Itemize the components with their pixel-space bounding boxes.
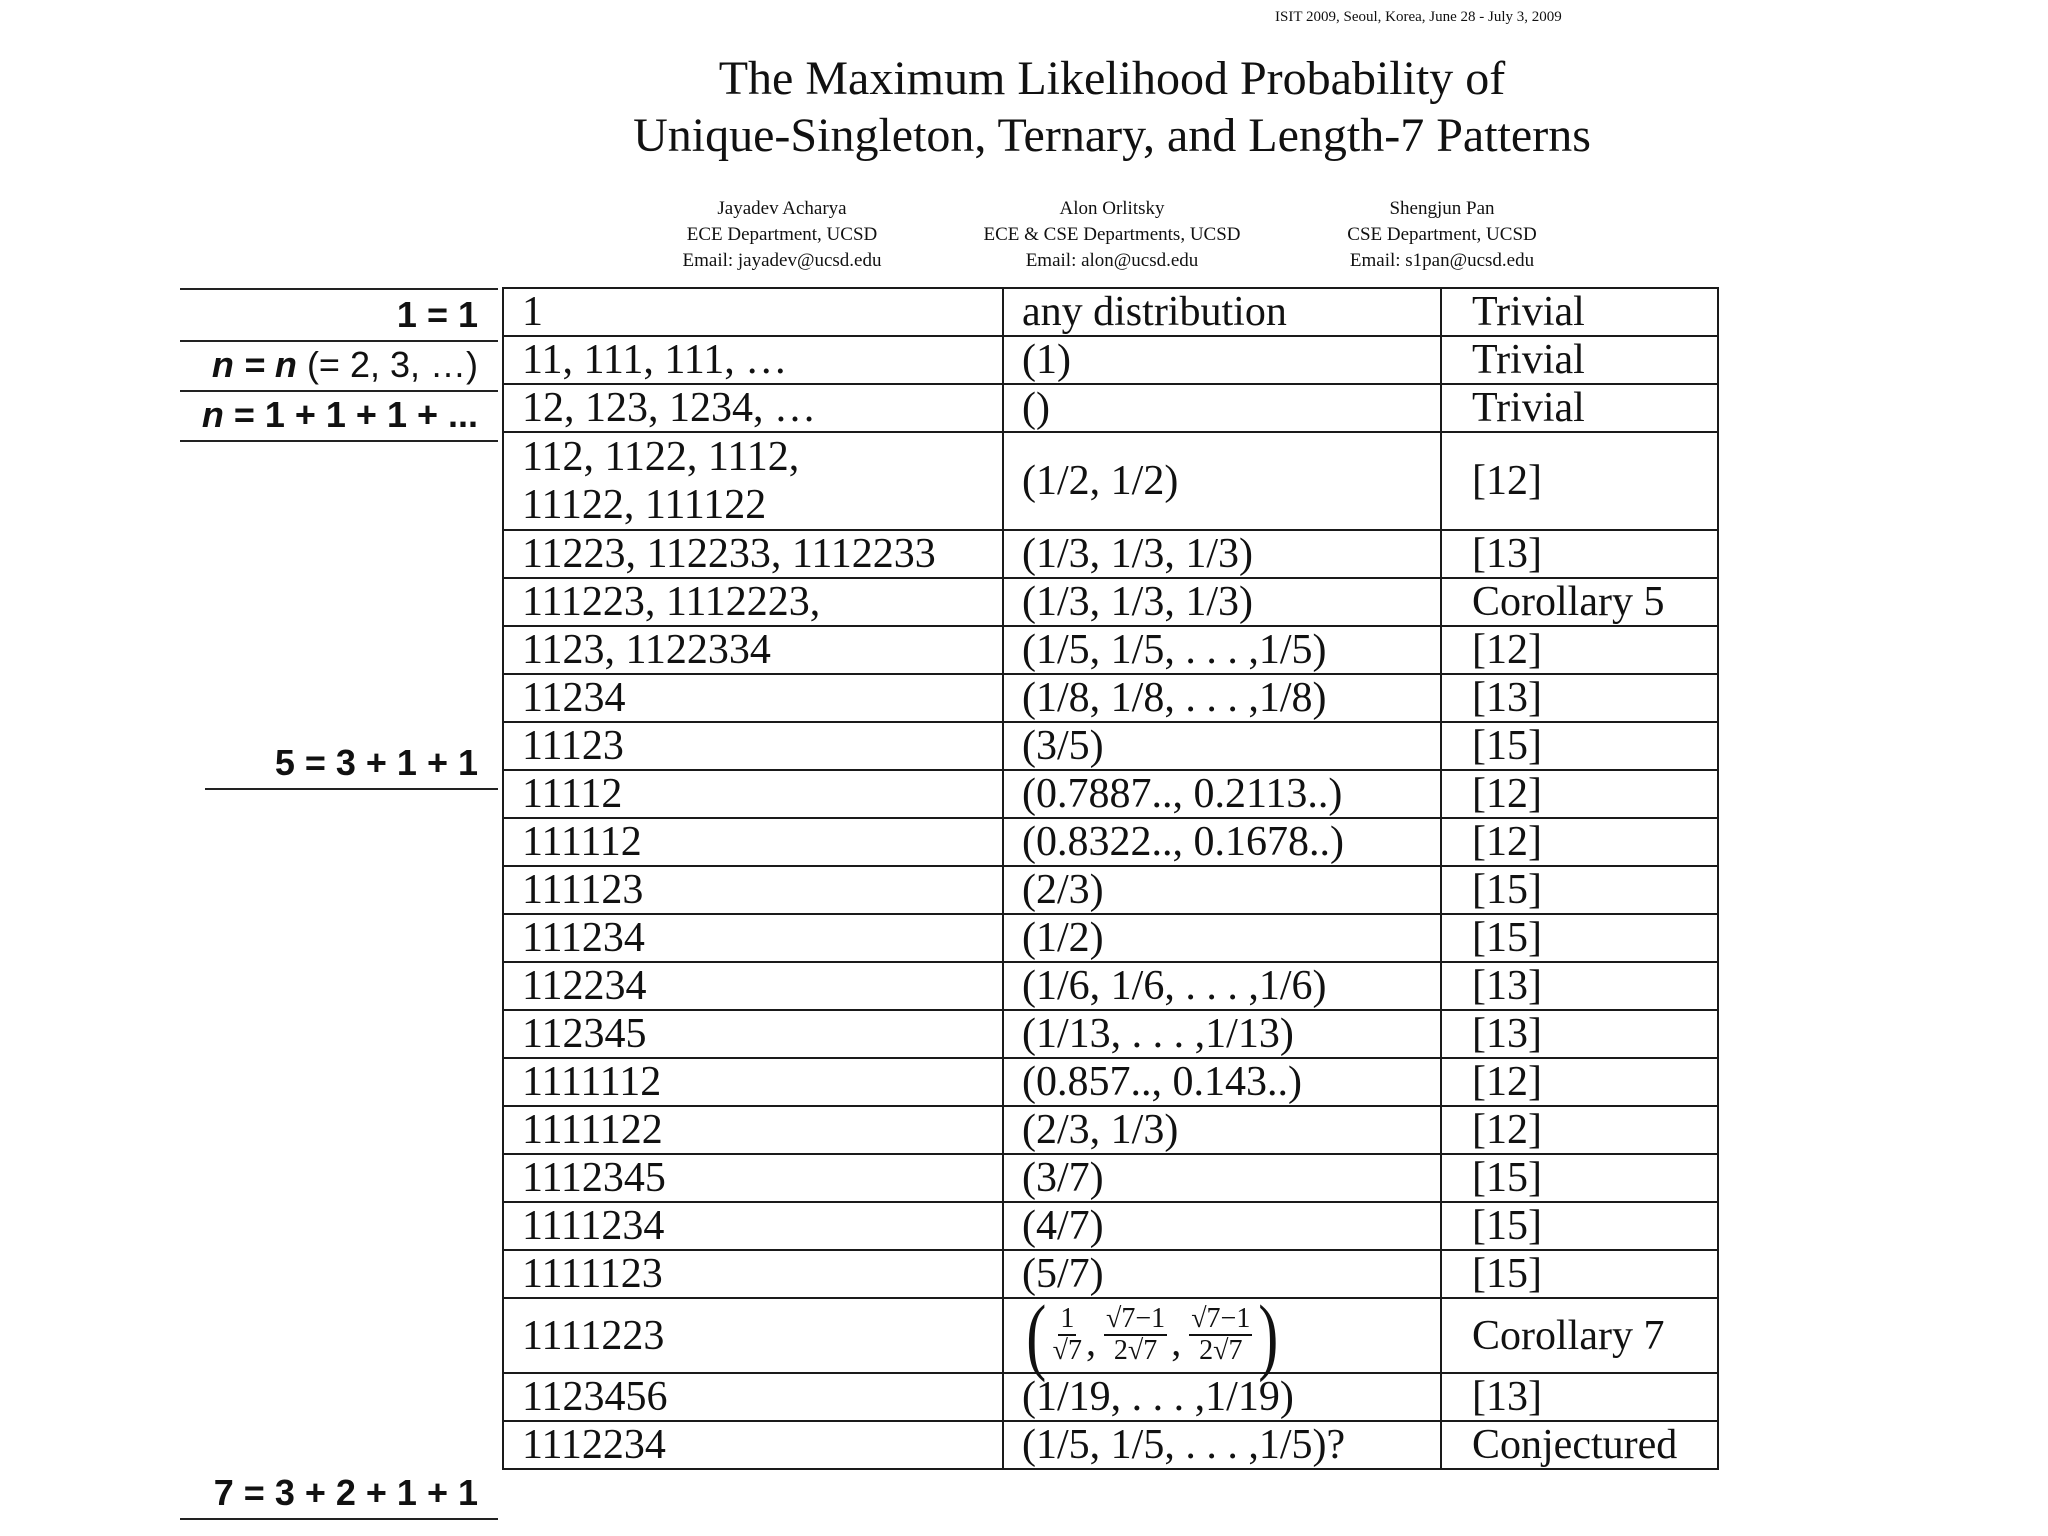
distribution-cell: (1/3, 1/3, 1/3) bbox=[1003, 578, 1441, 626]
table-row bbox=[503, 1298, 1718, 1373]
distribution-cell: (1/5, 1/5, . . . ,1/5)? bbox=[1003, 1421, 1441, 1469]
table-row bbox=[503, 962, 1718, 1010]
reference-cell: [15] bbox=[1441, 1202, 1718, 1250]
pattern-cell: 1111122 bbox=[503, 1106, 1003, 1154]
fraction-1: 1 √7 bbox=[1052, 1303, 1083, 1366]
distribution-cell: (1/5, 1/5, . . . ,1/5) bbox=[1003, 626, 1441, 674]
pattern-cell: 1111112 bbox=[503, 1058, 1003, 1106]
table-row bbox=[503, 1106, 1718, 1154]
distribution-cell: (1/2, 1/2) bbox=[1003, 432, 1441, 530]
fraction-2: √7−1 2√7 bbox=[1106, 1303, 1166, 1366]
pattern-cell: 112234 bbox=[503, 962, 1003, 1010]
group-label-5: 7 = 3 + 2 + 1 + 1 bbox=[180, 1468, 498, 1520]
reference-cell: [15] bbox=[1441, 866, 1718, 914]
reference-cell: Conjectured bbox=[1441, 1421, 1718, 1469]
reference-cell: [12] bbox=[1441, 1106, 1718, 1154]
table-row bbox=[503, 818, 1718, 866]
patterns-table bbox=[502, 287, 1719, 1470]
table-row bbox=[503, 336, 1718, 384]
reference-cell: [13] bbox=[1441, 1010, 1718, 1058]
pattern-line-1: 112, 1122, 1112, bbox=[522, 434, 800, 480]
reference-cell: [15] bbox=[1441, 914, 1718, 962]
table-row bbox=[503, 626, 1718, 674]
table-row bbox=[503, 384, 1718, 432]
table-row bbox=[503, 914, 1718, 962]
pattern-cell bbox=[503, 432, 1003, 530]
table-row bbox=[503, 288, 1718, 336]
reference-cell: [13] bbox=[1441, 1373, 1718, 1421]
distribution-cell: (3/7) bbox=[1003, 1154, 1441, 1202]
pattern-cell: 11123 bbox=[503, 722, 1003, 770]
pattern-line-2: 11122, 111122 bbox=[522, 482, 767, 528]
pattern-cell: 1111223 bbox=[503, 1298, 1003, 1373]
table-row bbox=[503, 578, 1718, 626]
pattern-cell: 11112 bbox=[503, 770, 1003, 818]
group-label-1: 1 = 1 bbox=[180, 290, 498, 342]
table-row bbox=[503, 674, 1718, 722]
table-row bbox=[503, 1010, 1718, 1058]
reference-cell: Corollary 5 bbox=[1441, 578, 1718, 626]
reference-cell: [12] bbox=[1441, 626, 1718, 674]
pattern-cell: 111234 bbox=[503, 914, 1003, 962]
pattern-cell: 11223, 112233, 1112233 bbox=[503, 530, 1003, 578]
pattern-cell: 1111234 bbox=[503, 1202, 1003, 1250]
author-name: Jayadev Acharya bbox=[717, 198, 847, 219]
reference-cell: [13] bbox=[1441, 674, 1718, 722]
distribution-cell bbox=[1003, 1287, 1441, 1383]
distribution-cell: (1) bbox=[1003, 336, 1441, 384]
distribution-cell: (0.8322.., 0.1678..) bbox=[1003, 818, 1441, 866]
pattern-cell: 1123, 1122334 bbox=[503, 626, 1003, 674]
distribution-cell: (1/8, 1/8, . . . ,1/8) bbox=[1003, 674, 1441, 722]
distribution-cell: (2/3) bbox=[1003, 866, 1441, 914]
distribution-cell: (3/5) bbox=[1003, 722, 1441, 770]
distribution-cell: (1/19, . . . ,1/19) bbox=[1003, 1373, 1441, 1421]
pattern-cell: 1 bbox=[503, 288, 1003, 336]
pattern-cell: 1123456 bbox=[503, 1373, 1003, 1421]
distribution-cell: (0.7887.., 0.2113..) bbox=[1003, 770, 1441, 818]
conference-header: ISIT 2009, Seoul, Korea, June 28 - July 3, 2009 bbox=[1275, 9, 1562, 25]
reference-cell: [15] bbox=[1441, 722, 1718, 770]
author-email: Email: s1pan@ucsd.edu bbox=[1349, 250, 1535, 271]
distribution-cell: (5/7) bbox=[1003, 1250, 1441, 1298]
author-name: Shengjun Pan bbox=[1389, 198, 1495, 219]
paper-title bbox=[0, 50, 2048, 164]
author-email: Email: jayadev@ucsd.edu bbox=[682, 250, 882, 271]
pattern-cell: 1111123 bbox=[503, 1250, 1003, 1298]
author-2 bbox=[932, 196, 1292, 274]
fraction-3: √7−1 2√7 bbox=[1191, 1303, 1251, 1366]
distribution-cell: () bbox=[1003, 384, 1441, 432]
reference-cell: Trivial bbox=[1441, 288, 1718, 336]
reference-cell: [12] bbox=[1441, 432, 1718, 530]
reference-cell: [13] bbox=[1441, 530, 1718, 578]
reference-cell: [12] bbox=[1441, 818, 1718, 866]
pattern-cell: 1112345 bbox=[503, 1154, 1003, 1202]
table-row bbox=[503, 432, 1718, 530]
author-dept: ECE Department, UCSD bbox=[686, 224, 878, 245]
author-dept: ECE & CSE Departments, UCSD bbox=[983, 224, 1241, 245]
table-row bbox=[503, 530, 1718, 578]
pattern-cell: 112345 bbox=[503, 1010, 1003, 1058]
table-row bbox=[503, 866, 1718, 914]
distribution-cell: any distribution bbox=[1003, 288, 1441, 336]
title-line-1: The Maximum Likelihood Probability of bbox=[718, 52, 1506, 105]
pattern-cell: 11234 bbox=[503, 674, 1003, 722]
pattern-cell: 111223, 1112223, bbox=[503, 578, 1003, 626]
group-label-4: 5 = 3 + 1 + 1 bbox=[205, 738, 498, 790]
author-dept: CSE Department, UCSD bbox=[1347, 224, 1537, 245]
title-line-2: Unique-Singleton, Ternary, and Length-7 Patterns bbox=[633, 109, 1591, 162]
reference-cell: [13] bbox=[1441, 962, 1718, 1010]
distribution-cell: (1/3, 1/3, 1/3) bbox=[1003, 530, 1441, 578]
pattern-cell: 1112234 bbox=[503, 1421, 1003, 1469]
author-3 bbox=[1262, 196, 1622, 274]
fraction-expression: ( 1 √7 , √7−1 2√7 , √7−1 2√7 ) bbox=[1026, 1287, 1279, 1383]
group-label-3-text: = 1 + 1 + 1 + ... bbox=[223, 394, 478, 435]
table-row bbox=[503, 1202, 1718, 1250]
distribution-cell: (0.857.., 0.143..) bbox=[1003, 1058, 1441, 1106]
table-row bbox=[503, 1421, 1718, 1469]
table-row bbox=[503, 770, 1718, 818]
distribution-cell: (2/3, 1/3) bbox=[1003, 1106, 1441, 1154]
group-label-2-range: (= 2, 3, …) bbox=[306, 344, 478, 385]
author-email: Email: alon@ucsd.edu bbox=[1025, 250, 1199, 271]
distribution-cell: (1/13, . . . ,1/13) bbox=[1003, 1010, 1441, 1058]
distribution-cell: (4/7) bbox=[1003, 1202, 1441, 1250]
pattern-cell: 111112 bbox=[503, 818, 1003, 866]
table-row bbox=[503, 1058, 1718, 1106]
table-row bbox=[503, 722, 1718, 770]
distribution-cell: (1/2) bbox=[1003, 914, 1441, 962]
reference-cell: Trivial bbox=[1441, 336, 1718, 384]
reference-cell: Corollary 7 bbox=[1441, 1298, 1718, 1373]
reference-cell: [15] bbox=[1441, 1154, 1718, 1202]
distribution-cell: (1/6, 1/6, . . . ,1/6) bbox=[1003, 962, 1441, 1010]
pattern-cell: 111123 bbox=[503, 866, 1003, 914]
group-label-2-eq: n = n bbox=[211, 344, 297, 385]
table-row bbox=[503, 1154, 1718, 1202]
author-1 bbox=[602, 196, 962, 274]
table-row bbox=[503, 1250, 1718, 1298]
reference-cell: [12] bbox=[1441, 770, 1718, 818]
reference-cell: [12] bbox=[1441, 1058, 1718, 1106]
group-label-3: n = 1 + 1 + 1 + ... bbox=[180, 390, 498, 442]
table-row bbox=[503, 1373, 1718, 1421]
author-name: Alon Orlitsky bbox=[1059, 198, 1165, 219]
reference-cell: [15] bbox=[1441, 1250, 1718, 1298]
pattern-cell: 12, 123, 1234, … bbox=[503, 384, 1003, 432]
reference-cell: Trivial bbox=[1441, 384, 1718, 432]
group-label-2 bbox=[180, 340, 498, 392]
pattern-cell: 11, 111, 111, … bbox=[503, 336, 1003, 384]
